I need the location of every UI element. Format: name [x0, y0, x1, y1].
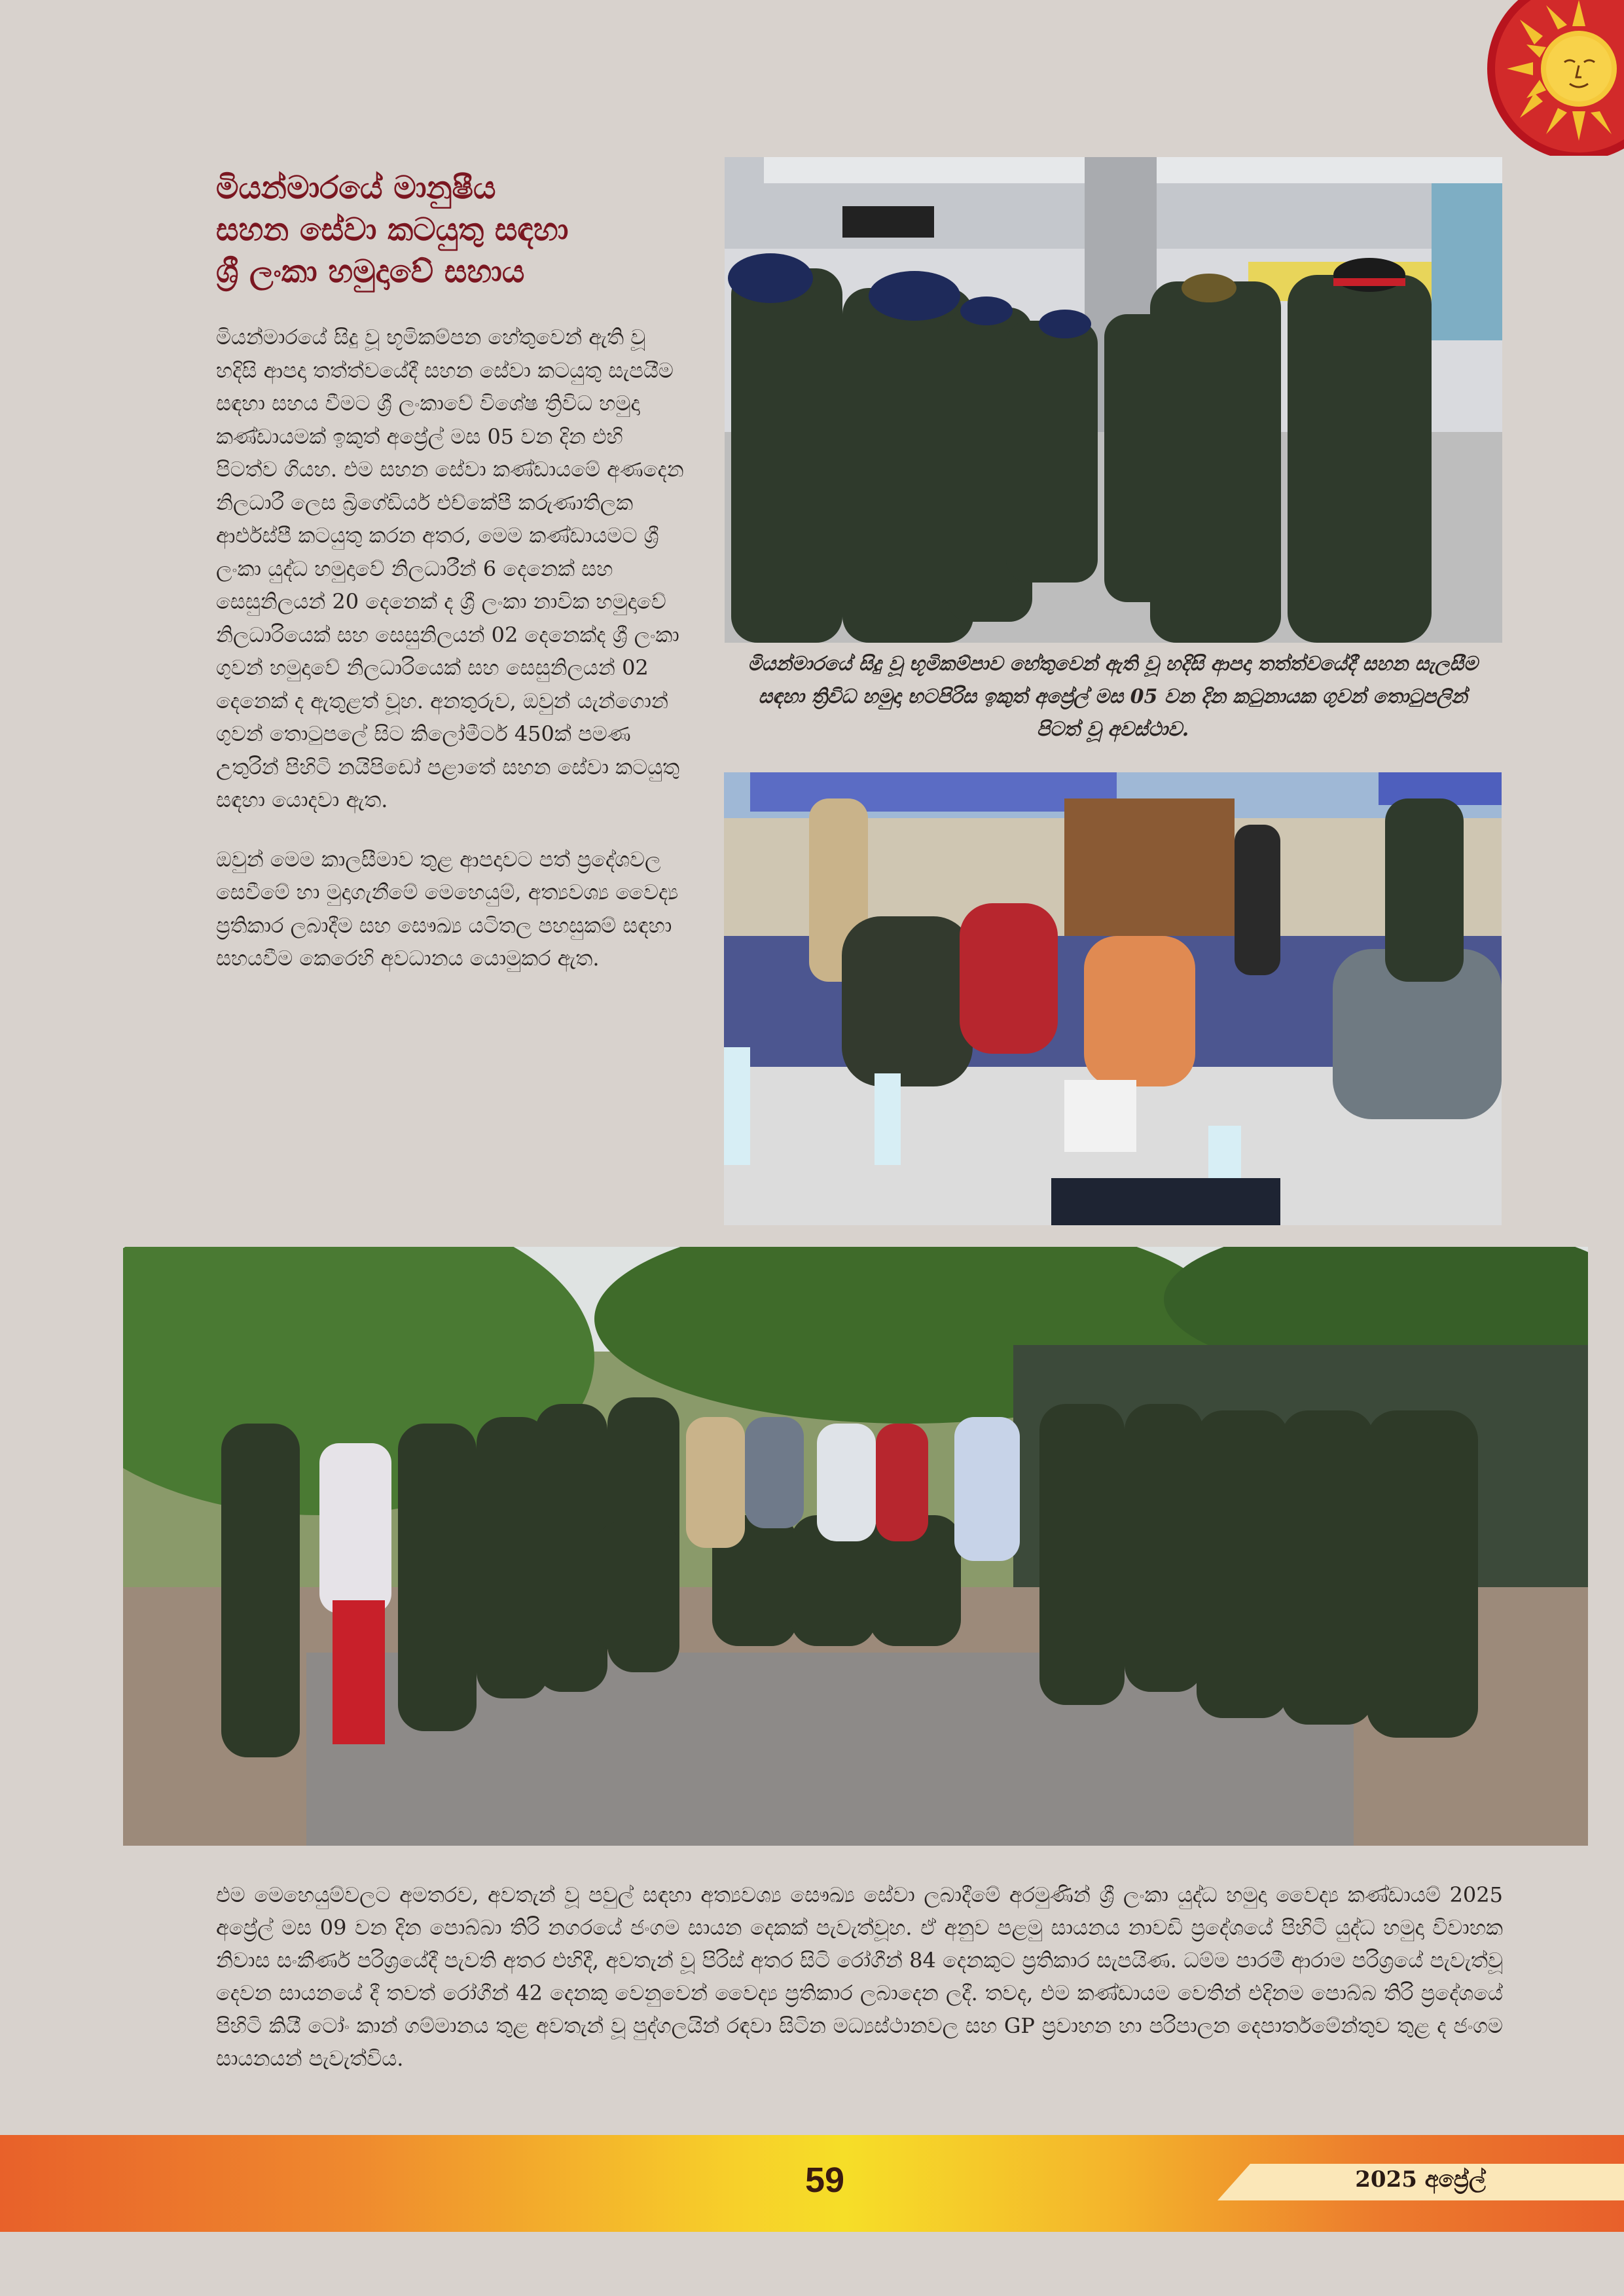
body-paragraph: ඔවුන් මෙම කාලසීමාව තුළ ආපදාවට පත් ප්‍රදේශවල සෙවීමේ හා මුදාගැනීමේ මෙහෙයුම්, අත්‍යවශ්‍ය වෛද්‍ය ප්‍රතිකාර ලබාදීම සහ සෞඛ්‍ය යටිතල පහසුකම් සඳහා සහයවීම කෙරෙහි අවධානය යොමුකර ඇත.: [216, 846, 679, 971]
body-paragraph: මියන්මාරයේ සිදු වූ භූමිකම්පන හේතුවෙන් ඇති වූ හදිසි ආපදා තත්ත්වයේදී සහන සේවා කටයුතු සැපයීම සඳහා සහය වීමට ශ්‍රී ලංකාවේ විශේෂ ත්‍රිවිධ හමුදා කණ්ඩායමක් ඉකුත් අප්‍රේල් මස 05 වන දින එහි පිටත්ව ගියහ. එම සහන සේවා කණ්ඩායමේ අණදෙන නිලධාරී ලෙස බ්‍රිගේඩියර් එච්කේපී කරුණාතිලක ආර්එස්පී කටයුතු කරන අතර, මෙම කණ්ඩායමට ශ්‍රී ලංකා යුද්ධ හමුදාවේ නිලධාරීන් 6 දෙනෙක් සහ සෙසුනිලයන් 20 දෙනෙක් ද ශ්‍රී ලංකා නාවික හමුදාවේ නිලධාරියෙක් සහ සෙසුනිලයන් 02 දෙනෙක්ද ශ්‍රී ලංකා ගුවන් හමුදාවේ නිලධාරියෙක් සහ සෙසුනිලයන් 02 දෙනෙක් ද ඇතුළත් වූහ. අනතුරුව, ඔවුන් යැන්ගොන් ගුවන් තොටුපලේ සිට කිලෝමීටර් 450ක් පමණ උතුරින් පිහිටි නයිපිඩෝ පළාතේ සහන සේවා කටයුතු සඳහා යොදවා ඇත.: [216, 325, 684, 812]
page-number: 59: [804, 2161, 845, 2200]
article-title: මියන්මාරයේ මානුෂීය සහන සේවා කටයුතු සඳහා ශ්‍රී ලංකා හමුදාවේ සහාය: [216, 170, 569, 290]
issue-date: 2025 අප්‍රේල්: [1355, 2166, 1486, 2193]
medical-camp-photo: [724, 772, 1502, 1225]
airport-departure-photo: [725, 157, 1502, 643]
article-bottom-paragraph: එම මෙහෙයුම්වලට අමතරව, අවතැන් වූ පවුල් සඳහා අත්‍යවශ්‍ය සෞඛ්‍ය සේවා ලබාදීමේ අරමුණින් ශ්‍රී ලංකා යුද්ධ හමුදා වෛද්‍ය කණ්ඩායම් 2025 අප්‍රේල් මස 09 වන දින පොබ්බා තිරි නගරයේ ජංගම සායන දෙකක් පැවැත්වූහ. ඒ අනුව පළමු සායනය නාවඩි ප්‍රදේශයේ පිහිටි යුද්ධ හමුදා විවාහක නිවාස සංකීර්ණ පරිශ්‍රයේදී පැවති අතර එහිදී, අවතැන් වූ පිරිස් අතර සිටි රෝගීන් 84 දෙනකුට ප්‍රතිකාර සැපයිණ. ධම්ම පාරමී ආරාම පරිශ්‍රයේ පැවැත්වූ දෙවන සායනයේ දී තවත් රෝගීන් 42 දෙනකු වෙනුවෙන් වෛද්‍ය ප්‍රතිකාර ලබාදෙන ලදී. තවද, එම කණ්ඩායම වෙතින් එදිනම පොබ්බ තිරි ප්‍රදේශයේ පිහිටි කියී ටෝං කාන් ගම්මානය තුළ අවතැන් වූ පුද්ගලයින් රඳවා සිටින මධ්‍යස්ථානවල සහ GP ප්‍රවාහන හා පරිපාලන දෙපාර්තමේන්තුව තුළ ද ජංගම සායනයන් පැවැත්විය.: [216, 1882, 1503, 2071]
article-body: [216, 321, 687, 1001]
team-group-photo: [123, 1247, 1588, 1846]
sun-emblem-icon: [1481, 0, 1624, 156]
photo-caption: මියන්මාරයේ සිදු වූ භූමිකම්පාව හේතුවෙන් ඇති වූ හදිසි ආපදා තත්ත්වයේදී සහන සැලසීම සඳහා ත්‍රිවිධ හමුදා භටපිරිස ඉකුත් අප්‍රේල් මස 05 වන දින කටුනායක ගුවන් තොටුපලින් පිටත් වූ අවස්ථාව.: [748, 653, 1478, 741]
